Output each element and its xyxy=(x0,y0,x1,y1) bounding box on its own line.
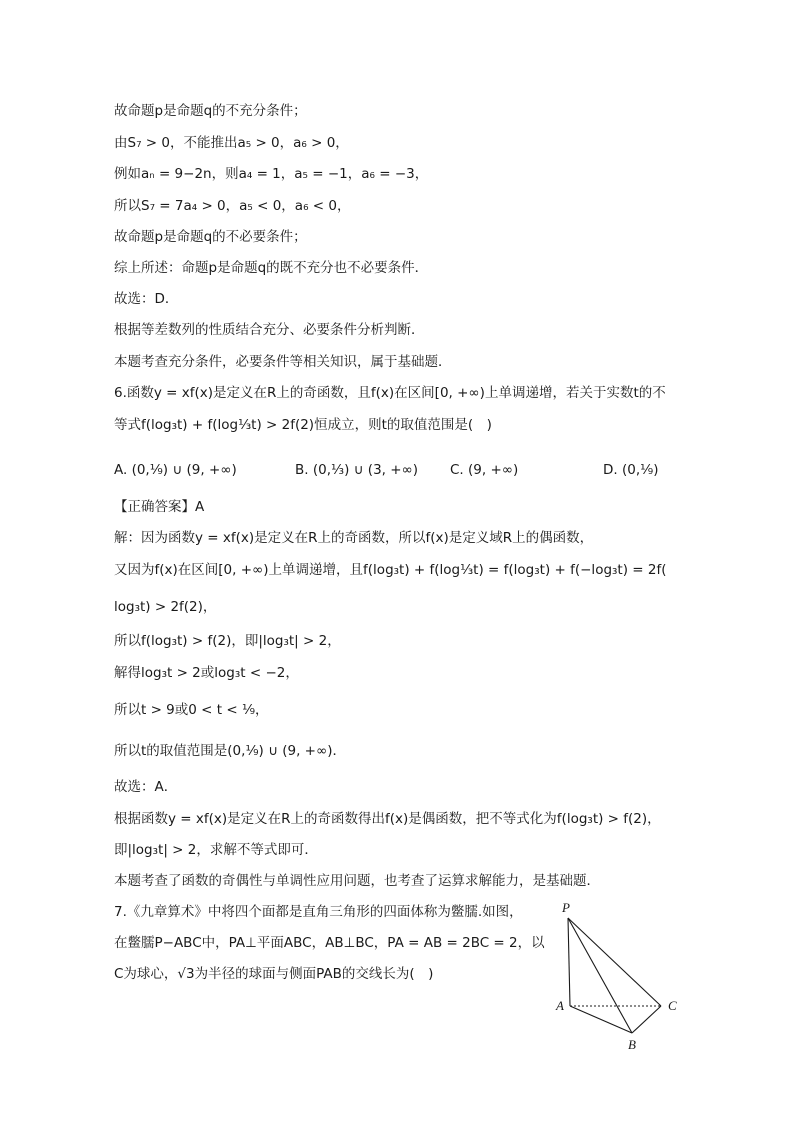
option-d: D. (0,¹⁄₉) xyxy=(603,462,659,478)
vertex-label-a: A xyxy=(556,998,564,1013)
text-line: 解：因为函数y = xf(x)是定义在R上的奇函数，所以f(x)是定义域R上的偶函数， xyxy=(114,530,594,546)
question-6-stem: 6.函数y = xf(x)是定义在R上的奇函数，且f(x)在区间[0, +∞)上单调递增，若关于实数t的不 xyxy=(114,385,666,401)
text-line: 所以f(log₃t) > f(2)，即|log₃t| > 2， xyxy=(114,633,341,649)
text-line: 所以S₇ = 7a₄ > 0，a₅ < 0，a₆ < 0， xyxy=(114,198,351,214)
text-line: 例如aₙ = 9−2n，则a₄ = 1，a₅ = −1，a₆ = −3， xyxy=(114,166,429,182)
question-7-stem-cont: C为球心，√3为半径的球面与侧面PAB的交线长为( ) xyxy=(114,966,434,982)
option-c: C. (9, +∞) xyxy=(450,462,519,478)
text-line: 由S₇ > 0，不能推出a₅ > 0，a₆ > 0， xyxy=(114,135,349,151)
text-line: 根据等差数列的性质结合充分、必要条件分析判断． xyxy=(114,322,425,338)
text-line: 本题考查了函数的奇偶性与单调性应用问题，也考查了运算求解能力，是基础题． xyxy=(114,873,600,889)
vertex-label-b: B xyxy=(628,1037,636,1052)
question-7-stem-cont: 在鳖臑P−ABC中，PA⊥平面ABC，AB⊥BC，PA = AB = 2BC = 2，以 xyxy=(114,935,545,951)
text-line: 根据函数y = xf(x)是定义在R上的奇函数得出f(x)是偶函数，把不等式化为f(log₃t) > f(2)， xyxy=(114,811,661,827)
text-line: 故选：A． xyxy=(114,779,178,795)
text-line: 即|log₃t| > 2，求解不等式即可． xyxy=(114,842,318,858)
vertex-label-p: P xyxy=(562,900,570,915)
text-line: 所以t的取值范围是(0,¹⁄₉) ∪ (9, +∞)． xyxy=(114,743,347,759)
text-line: 所以t > 9或0 < t < ¹⁄₉， xyxy=(114,702,269,718)
text-line: 解得log₃t > 2或log₃t < −2， xyxy=(114,665,299,681)
text-line: 故选：D． xyxy=(114,291,179,307)
question-6-stem-cont: 等式f(log₃t) + f(log⅓t) > 2f(2)恒成立，则t的取值范围是( ) xyxy=(114,417,492,433)
text-line: 故命题p是命题q的不必要条件； xyxy=(114,229,307,245)
option-a: A. (0,¹⁄₉) ∪ (9, +∞) xyxy=(114,462,237,478)
option-b: B. (0,¹⁄₃) ∪ (3, +∞) xyxy=(295,462,419,478)
text-line: 本题考查充分条件，必要条件等相关知识，属于基础题． xyxy=(114,354,452,370)
tetrahedron-figure xyxy=(548,898,688,1058)
text-line: log₃t) > 2f(2)， xyxy=(114,599,217,615)
text-line: 故命题p是命题q的不充分条件； xyxy=(114,103,307,119)
text-line: 综上所述：命题p是命题q的既不充分也不必要条件． xyxy=(114,260,429,276)
vertex-label-c: C xyxy=(668,998,677,1013)
question-7-stem: 7.《九章算术》中将四个面都是直角三角形的四面体称为鳖臑.如图， xyxy=(114,904,523,920)
answer-label: 【正确答案】A xyxy=(114,499,205,515)
text-line: 又因为f(x)在区间[0, +∞)上单调递增，且f(log₃t) + f(log⅓t) = f(log₃t) + f(−log₃t) = 2f( xyxy=(114,562,667,578)
